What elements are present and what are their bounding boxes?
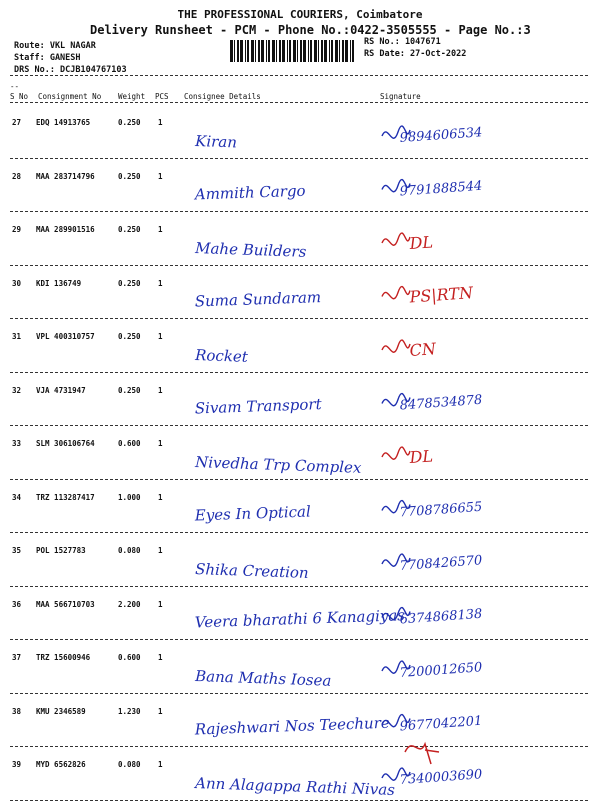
handwritten-signature: 7340003690 — [399, 767, 483, 788]
row-consignment: VPL 400310757 — [36, 332, 95, 341]
row-consignment: MAA 289901516 — [36, 225, 95, 234]
row-weight: 0.250 — [118, 385, 141, 395]
handwritten-signature: 9894606534 — [399, 125, 483, 146]
handwritten-consignee: Rajeshwari Nos Teechure — [194, 713, 391, 739]
row-pcs: 1 — [158, 760, 163, 769]
rs-date: RS Date: 27-Oct-2022 — [364, 49, 467, 59]
handwritten-consignee: Bana Maths Iosea — [194, 667, 332, 690]
row-consignment: EDQ 14913765 — [36, 118, 91, 127]
row-sno: 34 — [12, 492, 22, 502]
row-sno: 28 — [12, 171, 22, 181]
row-sno: 29 — [12, 225, 22, 234]
row-consignment: KMU 2346589 — [36, 706, 86, 716]
row-weight: 0.250 — [118, 171, 141, 181]
row-weight: 0.600 — [118, 439, 141, 448]
row-weight: 0.250 — [118, 118, 141, 127]
column-header-consignee: Consignee Details — [184, 92, 261, 101]
row-pcs: 1 — [158, 599, 163, 609]
runsheet-subtitle: Delivery Runsheet - PCM - Phone No.:0422-3505555 - Page No.:3 — [90, 23, 531, 37]
handwritten-consignee: Mahe Builders — [194, 239, 307, 261]
row-weight: 0.250 — [118, 278, 141, 288]
row-sno: 38 — [12, 706, 22, 716]
row-sno: 31 — [12, 332, 22, 341]
row-weight: 1.230 — [118, 706, 141, 716]
signature-scribble — [382, 447, 410, 459]
drs-number: DRS No.: DCJB104767103 — [14, 65, 127, 75]
row-sno: 36 — [12, 599, 22, 609]
handwritten-consignee: Suma Sundaram — [194, 288, 322, 311]
row-pcs: 1 — [158, 278, 163, 288]
row-consignment: TRZ 113287417 — [36, 492, 95, 502]
row-pcs: 1 — [158, 225, 163, 234]
handwritten-signature: 9791888544 — [399, 178, 483, 200]
row-sno: 30 — [12, 278, 22, 288]
row-consignment: KDI 136749 — [36, 278, 82, 288]
row-weight: 0.080 — [118, 546, 141, 555]
signature-scribble — [382, 340, 410, 352]
column-header-consignment: Consignment No — [38, 92, 102, 101]
handwritten-signature: 7200012650 — [399, 660, 483, 681]
handwritten-consignee: Shika Creation — [194, 560, 309, 582]
handwritten-consignee: Ammith Cargo — [194, 181, 306, 204]
handwritten-signature: 6374868138 — [399, 606, 483, 628]
row-pcs: 1 — [158, 706, 163, 716]
row-pcs: 1 — [158, 492, 163, 502]
handwritten-signature: 7708786655 — [399, 499, 483, 521]
row-consignment: VJA 4731947 — [36, 385, 86, 395]
top-marker: -- — [10, 82, 20, 91]
extra-signature-mark — [405, 744, 439, 764]
handwritten-signature: DL — [408, 446, 434, 467]
signature-scribble — [382, 287, 410, 299]
handwritten-signature: 9677042201 — [399, 713, 483, 735]
row-consignment: MYD 6562826 — [36, 760, 86, 769]
row-sno: 35 — [12, 546, 22, 555]
row-weight: 2.200 — [118, 599, 141, 609]
signature-scribble — [382, 233, 410, 245]
row-weight: 0.600 — [118, 653, 141, 662]
column-header-sno: S No — [10, 92, 29, 101]
handwritten-signature: PS|RTN — [408, 283, 474, 307]
row-consignment: MAA 566710703 — [36, 599, 95, 609]
row-weight: 0.250 — [118, 225, 141, 234]
row-weight: 0.080 — [118, 760, 141, 769]
row-sno: 32 — [12, 385, 22, 395]
handwritten-signature: 7708426570 — [399, 553, 483, 574]
row-sno: 37 — [12, 653, 22, 662]
row-consignment: MAA 283714796 — [36, 171, 95, 181]
handwritten-signature: CN — [408, 339, 437, 360]
row-consignment: TRZ 15600946 — [36, 653, 91, 662]
column-header-pcs: PCS — [155, 92, 169, 101]
row-consignment: POL 1527783 — [36, 546, 86, 555]
staff-label: Staff: GANESH — [14, 53, 81, 63]
row-weight: 0.250 — [118, 332, 141, 341]
row-sno: 27 — [12, 118, 22, 127]
handwritten-consignee: Sivam Transport — [194, 395, 322, 418]
handwritten-signature: DL — [408, 232, 434, 253]
row-pcs: 1 — [158, 385, 163, 395]
row-sno: 39 — [12, 760, 22, 769]
row-pcs: 1 — [158, 653, 163, 662]
handwritten-consignee: Kiran — [194, 132, 238, 152]
row-consignment: SLM 306106764 — [36, 439, 95, 448]
row-weight: 1.000 — [118, 492, 141, 502]
runsheet-title: THE PROFESSIONAL COURIERS, Coimbatore — [177, 8, 423, 21]
handwritten-signature: 8478534878 — [399, 392, 483, 414]
handwritten-consignee: Nivedha Trp Complex — [194, 453, 362, 477]
handwritten-consignee: Ann Alagappa Rathi Nivas — [194, 774, 396, 799]
row-pcs: 1 — [158, 332, 163, 341]
handwritten-consignee: Veera bharathi 6 Kanagiyas — [194, 606, 406, 632]
row-sno: 33 — [12, 439, 22, 448]
handwritten-consignee: Eyes In Optical — [194, 502, 312, 525]
row-pcs: 1 — [158, 118, 163, 127]
handwritten-consignee: Rocket — [194, 346, 249, 366]
column-header-weight: Weight — [118, 92, 146, 101]
row-pcs: 1 — [158, 439, 163, 448]
row-pcs: 1 — [158, 171, 163, 181]
column-header-signature: Signature — [380, 92, 421, 101]
rs-number: RS No.: 1047671 — [364, 37, 441, 47]
row-pcs: 1 — [158, 546, 163, 555]
route-label: Route: VKL NAGAR — [14, 41, 96, 51]
